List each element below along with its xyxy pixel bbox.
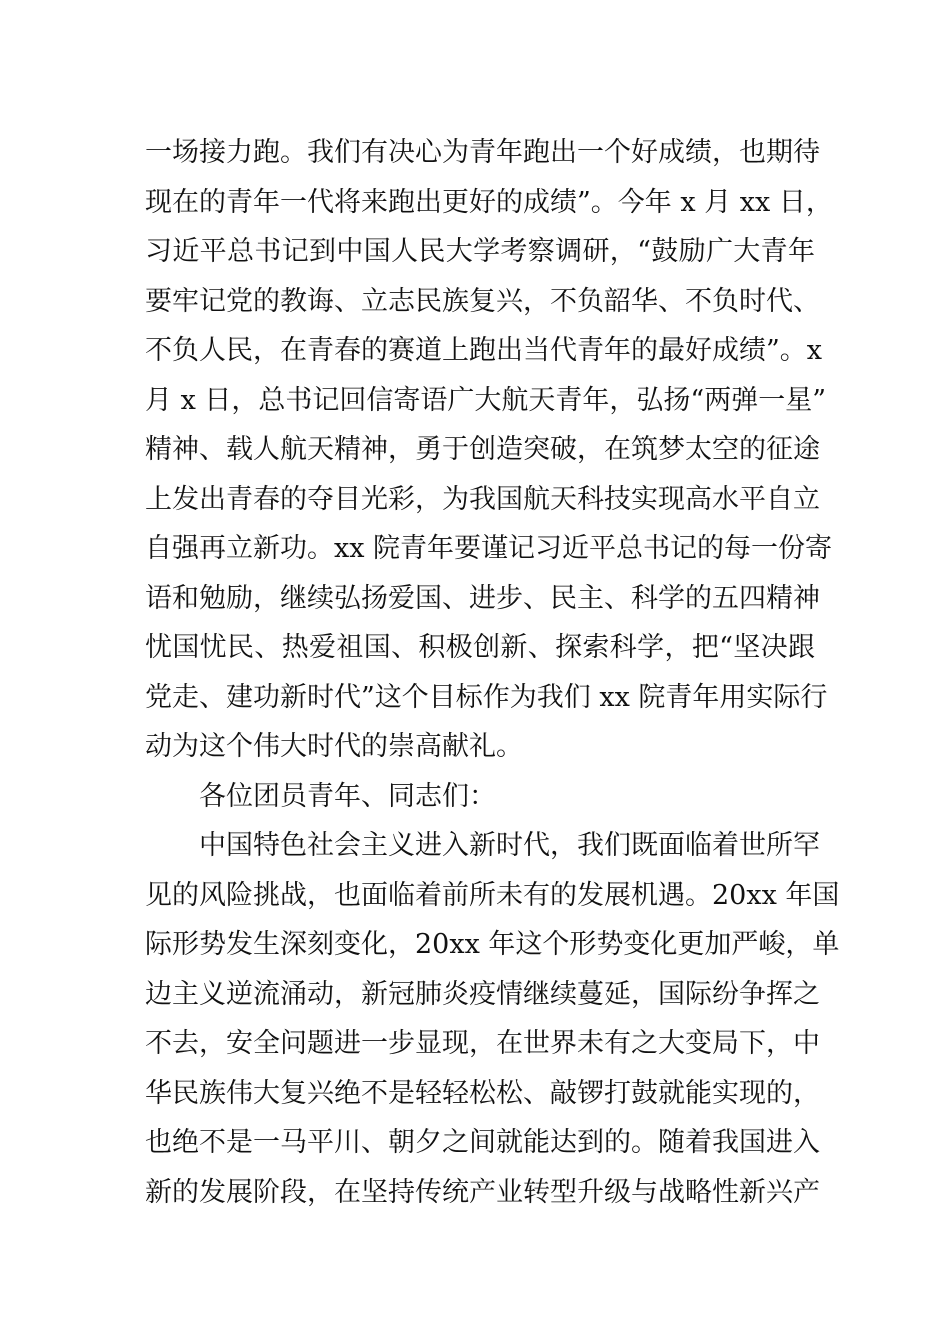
text-line: 现在的青年一代将来跑出更好的成绩”。今年 x 月 xx 日， [145,186,833,218]
text-line: 党走、建功新时代”这个目标作为我们 xx 院青年用实际行 [145,681,828,713]
text-line: 一场接力跑。我们有决心为青年跑出一个好成绩，也期待 [145,137,820,168]
text-line: 边主义逆流涌动，新冠肺炎疫情继续蔓延，国际纷争挥之 [145,978,820,1010]
document-body [145,128,840,1217]
text-line: 动为这个伟大时代的崇高献礼。 [145,731,523,762]
text-line: 语和勉励，继续弘扬爱国、进步、民主、科学的五四精神 [145,582,820,614]
text-line: 习近平总书记到中国人民大学考察调研，“鼓励广大青年 [145,236,815,267]
text-line: 不负人民，在青春的赛道上跑出当代青年的最好成绩”。x [145,335,823,366]
text-line: 不去，安全问题进一步显现，在世界未有之大变局下，中 [145,1028,820,1059]
text-line: 月 x 日，总书记回信寄语广大航天青年，弘扬“两弹一星” [145,384,826,416]
text-line: 自强再立新功。xx 院青年要谨记习近平总书记的每一份寄 [145,533,833,564]
text-line: 忧国忧民、热爱祖国、积极创新、探索科学，把“坚决跟 [145,632,815,663]
text-line: 华民族伟大复兴绝不是轻轻松松、敲锣打鼓就能实现的， [145,1077,820,1109]
text-line: 中国特色社会主义进入新时代，我们既面临着世所罕 [199,830,820,861]
text-line: 见的风险挑战，也面临着前所未有的发展机遇。20xx 年国 [145,879,840,911]
paragraph-1 [145,128,833,772]
text-line: 要牢记党的教诲、立志民族复兴，不负韶华、不负时代、 [145,285,820,317]
text-line: 际形势发生深刻变化，20xx 年这个形势变化更加严峻，单 [145,929,840,960]
paragraph-3 [145,821,840,1217]
text-line: 新的发展阶段，在坚持传统产业转型升级与战略性新兴产 [145,1176,820,1208]
salutation-line: 各位团员青年、同志们： [199,780,496,812]
text-line: 也绝不是一马平川、朝夕之间就能达到的。随着我国进入 [145,1127,820,1158]
paragraph-2 [145,772,815,822]
text-line: 精神、载人航天精神，勇于创造突破，在筑梦太空的征途 [145,434,820,465]
text-line: 上发出青春的夺目光彩，为我国航天科技实现高水平自立 [145,483,820,515]
